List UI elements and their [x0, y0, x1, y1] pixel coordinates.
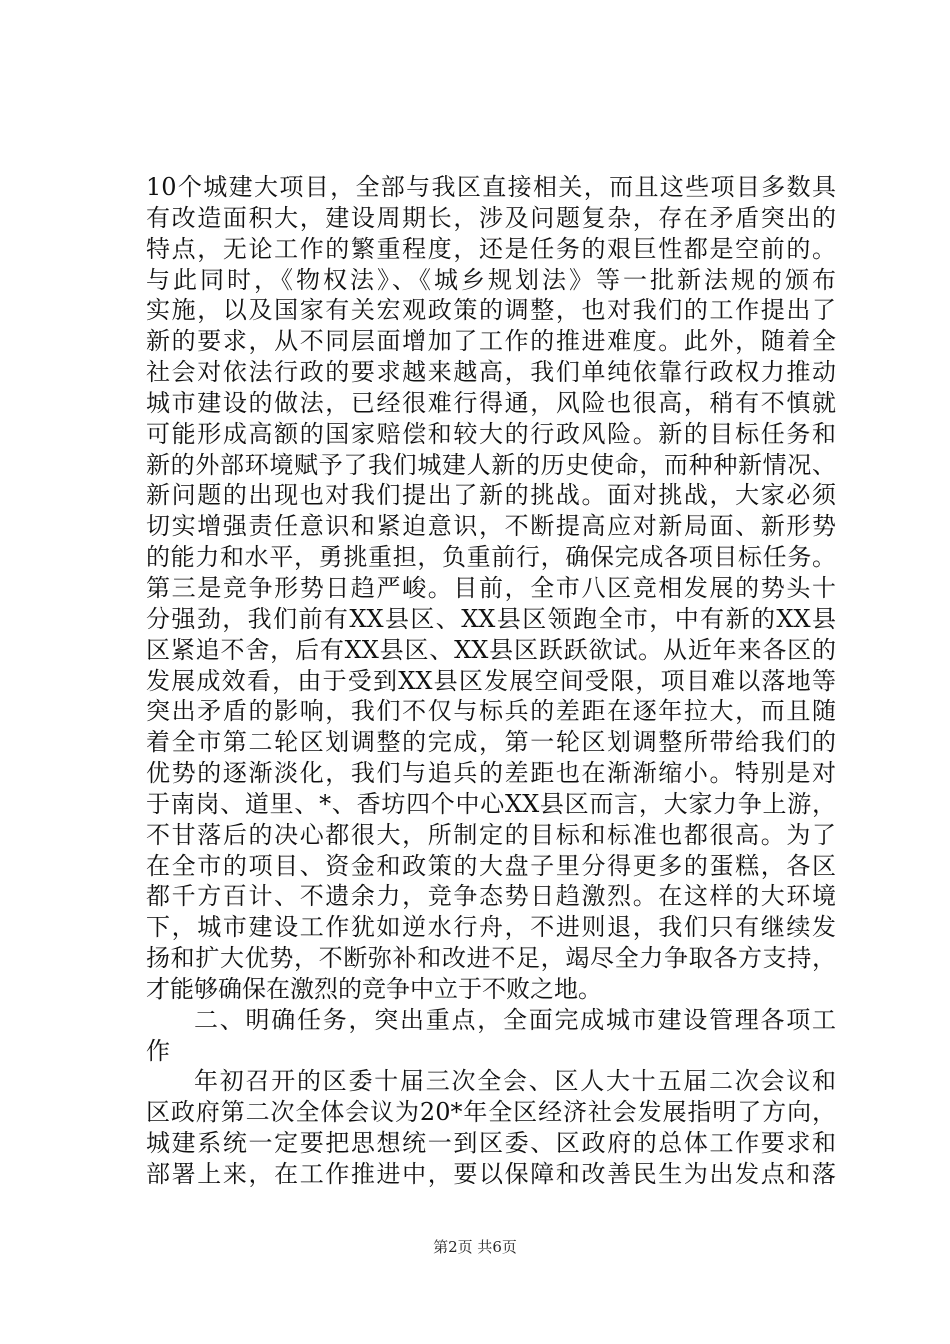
text-line: 与此同时，《物权法》、《城乡规划法》等一批新法规的颁布	[146, 265, 836, 294]
text-line: 社会对依法行政的要求越来越高，我们单纯依靠行政权力推动	[146, 358, 836, 387]
text-line: 区紧追不舍，后有XX县区、XX县区跃跃欲试。从近年来各区的	[146, 635, 836, 664]
text-line: 下，城市建设工作犹如逆水行舟，不进则退，我们只有继续发	[146, 913, 836, 942]
text-line: 10个城建大项目，全部与我区直接相关，而且这些项目多数具	[146, 173, 836, 201]
section-heading-line: 二、明确任务，突出重点，全面完成城市建设管理各项工	[194, 1005, 836, 1034]
text-line: 发展成效看，由于受到XX县区发展空间受限，项目难以落地等	[146, 666, 836, 695]
text-line: 不甘落后的决心都很大，所制定的目标和标准也都很高。为了	[146, 820, 836, 849]
text-line: 于南岗、道里、*、香坊四个中心XX县区而言，大家力争上游，	[146, 789, 836, 818]
text-line: 部署上来，在工作推进中，要以保障和改善民生为出发点和落	[146, 1160, 836, 1188]
text-line: 扬和扩大优势，不断弥补和改进不足，竭尽全力争取各方支持，	[146, 944, 836, 973]
section-heading-line: 作	[146, 1036, 170, 1065]
text-line: 的能力和水平，勇挑重担，负重前行，确保完成各项目标任务。	[146, 543, 836, 572]
text-line: 着全市第二轮区划调整的完成，第一轮区划调整所带给我们的	[146, 728, 836, 757]
text-line: 新的要求，从不同层面增加了工作的推进难度。此外，随着全	[146, 327, 836, 356]
text-line: 才能够确保在激烈的竞争中立于不败之地。	[146, 974, 602, 1003]
text-line: 都千方百计、不遗余力，竞争态势日趋激烈。在这样的大环境	[146, 882, 836, 911]
text-line: 新问题的出现也对我们提出了新的挑战。面对挑战，大家必须	[146, 481, 836, 510]
text-line: 切实增强责任意识和紧迫意识，不断提高应对新局面、新形势	[146, 512, 836, 541]
text-line: 新的外部环境赋予了我们城建人新的历史使命，而种种新情况、	[146, 450, 836, 479]
text-line: 第三是竞争形势日趋严峻。目前，全市八区竞相发展的势头十	[146, 573, 836, 602]
text-line: 可能形成高额的国家赔偿和较大的行政风险。新的目标任务和	[146, 419, 836, 448]
text-line: 分强劲，我们前有XX县区、XX县区领跑全市，中有新的XX县	[146, 604, 836, 633]
text-line: 年初召开的区委十届三次全会、区人大十五届二次会议和	[194, 1067, 836, 1096]
text-line: 实施，以及国家有关宏观政策的调整，也对我们的工作提出了	[146, 296, 836, 325]
body-text	[146, 172, 836, 1190]
page-number-footer: 第2页 共6页	[433, 1238, 517, 1256]
text-line: 区政府第二次全体会议为20*年全区经济社会发展指明了方向，	[146, 1098, 836, 1127]
text-line: 特点，无论工作的繁重程度，还是任务的艰巨性都是空前的。	[146, 234, 836, 263]
text-line: 城市建设的做法，已经很难行得通，风险也很高，稍有不慎就	[146, 388, 836, 417]
text-line: 优势的逐渐淡化，我们与追兵的差距也在渐渐缩小。特别是对	[146, 759, 836, 788]
text-line: 城建系统一定要把思想统一到区委、区政府的总体工作要求和	[146, 1129, 836, 1158]
text-line: 突出矛盾的影响，我们不仅与标兵的差距在逐年拉大，而且随	[146, 697, 836, 726]
text-line: 有改造面积大，建设周期长，涉及问题复杂，存在矛盾突出的	[146, 203, 836, 232]
text-line: 在全市的项目、资金和政策的大盘子里分得更多的蛋糕，各区	[146, 851, 836, 880]
